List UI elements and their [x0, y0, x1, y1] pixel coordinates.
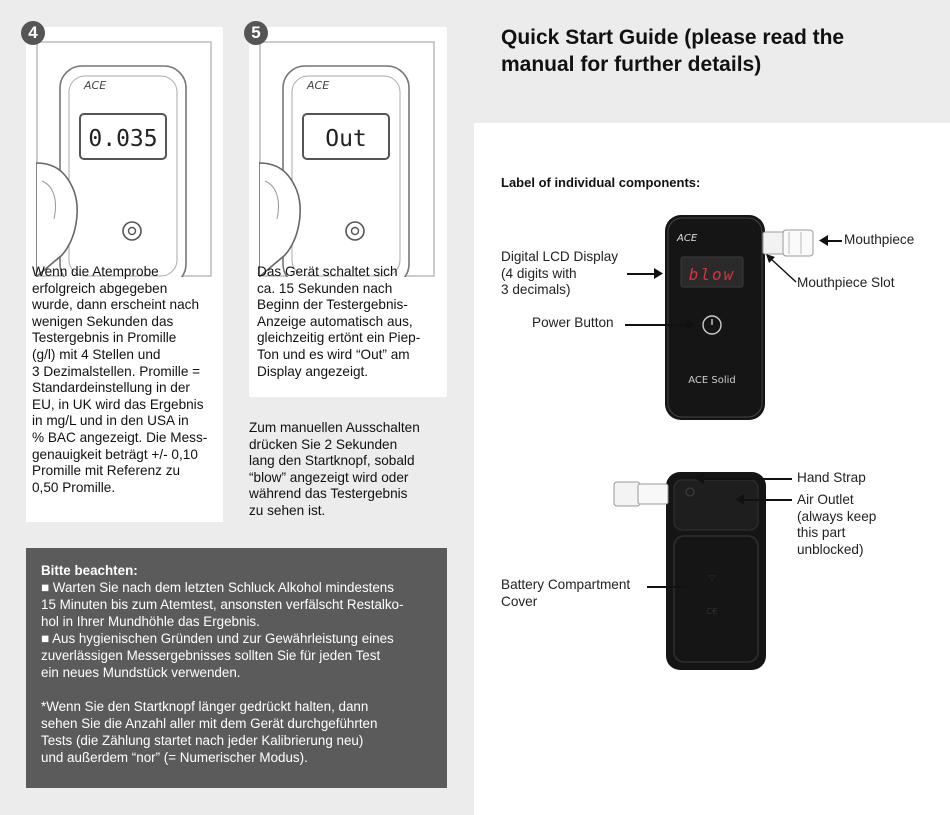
svg-text:▽: ▽	[708, 573, 716, 582]
step-5-illustration	[259, 41, 435, 277]
step-5-text: Das Gerät schaltet sich ca. 15 Sekunden nach Beginn der Testergebnis- Anzeige automatisch aus, gleichzeitig ertönt ein Piep- Ton und es wird “Out” am Display angezeigt.	[257, 264, 421, 379]
note-box	[26, 548, 447, 788]
note-footnote: *Wenn Sie den Startknopf länger gedrückt halten, dann sehen Sie die Anzahl aller mit dem Gerät durchgeführten Tests (die Zählung startet nach jeder Kalibrierung neu) und außerdem “nor” (= Numerischer Modus).	[41, 699, 378, 765]
step-5-brand: ACE	[307, 79, 330, 92]
step-4-text: Wenn die Atemprobe erfolgreich abgegeben wurde, dann erscheint nach wenigen Sekunden das Testergebnis in Promille (g/l) mit 4 Stellen und 3 Dezimalstellen. Promille = Standardeinstellung in der EU, in UK wird das Ergebnis in mg/L und in den USA in % BAC angezeigt. Die Mess- genauigkeit beträgt +/- 0,10 Promille mit Referenz zu 0,50 Promille.	[32, 264, 208, 495]
note-bullet-2: ■ Aus hygienischen Gründen und zur Gewährleistung eines zuverlässigen Messergebnisses sollten Sie für jeden Test ein neues Mundstück verwenden.	[41, 631, 394, 680]
label-air-outlet: Air Outlet (always keep this part unblocked)	[797, 492, 877, 557]
label-mouthpiece: Mouthpiece	[844, 232, 915, 247]
device-model: ACE Solid	[688, 375, 736, 386]
step-4-display-value: 0.035	[88, 126, 158, 152]
step-4-card	[26, 27, 223, 522]
step-4-illustration	[36, 41, 212, 277]
device-front	[655, 210, 825, 425]
label-lcd-display: Digital LCD Display (4 digits with 3 decimals)	[501, 249, 619, 298]
label-mouthpiece-slot: Mouthpiece Slot	[797, 275, 895, 290]
step-4-number: 4	[21, 21, 45, 45]
components-subtitle: Label of individual components:	[501, 175, 701, 190]
step-4-brand: ACE	[84, 79, 107, 92]
step-5-card	[249, 27, 447, 397]
label-battery-cover: Battery Compartment Cover	[501, 577, 631, 609]
svg-text:C€: C€	[706, 607, 718, 616]
step-5-number: 5	[244, 21, 268, 45]
label-hand-strap: Hand Strap	[797, 470, 866, 485]
device-brand: ACE	[677, 233, 698, 244]
note-bullet-1: ■ Warten Sie nach dem letzten Schluck Alkohol mindestens 15 Minuten bis zum Atemtest, ansonsten verfälscht Restalko- hol in Ihrer Mundhöhle das Ergebnis.	[41, 580, 404, 629]
note-heading: Bitte beachten:	[41, 563, 138, 578]
device-display: blow	[688, 265, 736, 284]
step-5-display-value: Out	[325, 126, 367, 152]
guide-title: Quick Start Guide (please read the manual for further details)	[501, 26, 845, 76]
manual-off-text: Zum manuellen Ausschalten drücken Sie 2 Sekunden lang den Startknopf, sobald “blow” angezeigt wird oder während das Testergebnis zu sehen ist.	[249, 420, 420, 518]
label-power-button: Power Button	[532, 315, 614, 330]
